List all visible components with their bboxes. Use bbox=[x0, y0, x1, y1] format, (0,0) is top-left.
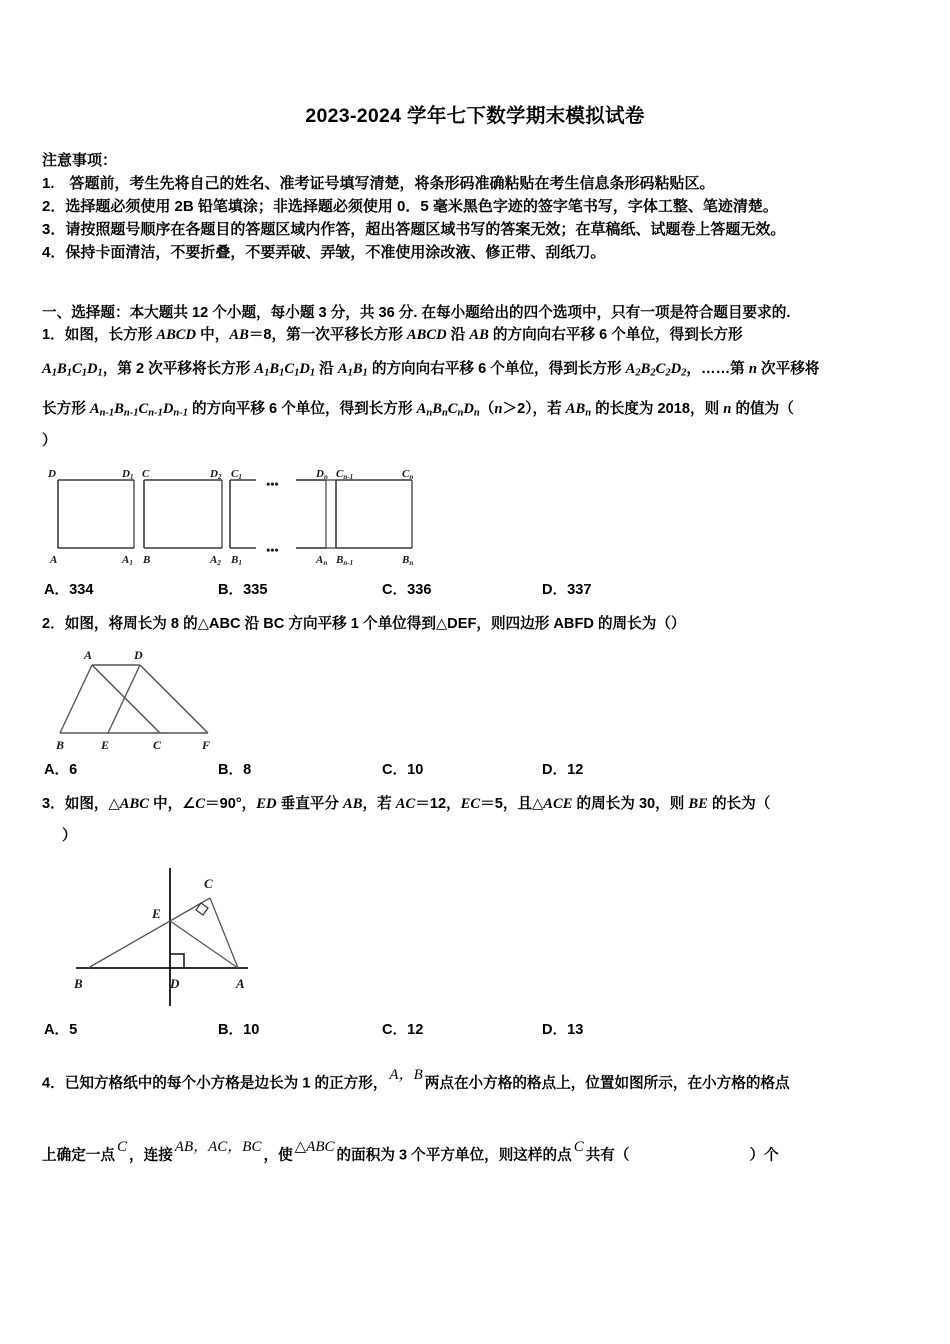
q1-l2-C1: C bbox=[71, 361, 82, 377]
q4-l1-ab: A，B bbox=[389, 1067, 423, 1083]
figure-question-1 bbox=[44, 462, 444, 570]
q4-l1-t0: 已知方格纸中的每个小方格是边长为 1 的正方形， bbox=[64, 1075, 388, 1092]
question-1-line-2 bbox=[42, 358, 819, 384]
q1-l2-A2B2C2D2: $A_2B_2C_2D_2$ bbox=[625, 361, 687, 379]
q4-l2-t2: ，使 bbox=[263, 1147, 293, 1164]
svg-text:D2: D2 bbox=[210, 468, 222, 481]
q1-l3-n: n bbox=[494, 401, 503, 417]
svg-text:A: A bbox=[84, 648, 93, 662]
svg-text:D: D bbox=[48, 468, 56, 480]
q2-option-a[interactable]: A．6 bbox=[44, 762, 78, 778]
q2-option-d[interactable]: D．12 bbox=[542, 762, 584, 778]
q4-l2-t4: 共有（ bbox=[585, 1147, 630, 1164]
notice-block bbox=[42, 150, 908, 264]
q1-l1-abcd: ABCD bbox=[156, 327, 197, 343]
svg-text:C: C bbox=[204, 876, 213, 891]
question-1-line-4: ） bbox=[42, 433, 57, 449]
svg-text:Bn: Bn bbox=[402, 554, 414, 567]
q1-l2-t1: ，第 2 次平移将长方形 bbox=[102, 361, 255, 377]
svg-text:Bn-1: Bn-1 bbox=[336, 554, 354, 567]
q1-l2-D1: D bbox=[86, 361, 98, 377]
notice-item-1: 1. 答题前，考生先将自己的姓名、准考证号填写清楚，将条形码准确粘贴在考生信息条形码粘贴区。 bbox=[42, 175, 715, 192]
q1-l2-t5: 次平移将 bbox=[756, 361, 820, 377]
q1-l3-t4: ，若 bbox=[532, 401, 566, 417]
svg-text:B: B bbox=[143, 554, 151, 566]
q1-l2-B1: B bbox=[56, 361, 67, 377]
svg-text:An: An bbox=[316, 554, 328, 567]
svg-text:B: B bbox=[56, 738, 65, 752]
svg-text:C: C bbox=[142, 468, 150, 480]
question-2-options bbox=[44, 759, 924, 781]
q3-t6: ＝5，且△ bbox=[480, 796, 544, 812]
svg-text:C: C bbox=[153, 738, 162, 752]
q4-l2-t0: 上确定一点 bbox=[42, 1147, 115, 1164]
question-3-line-1 bbox=[42, 793, 770, 815]
q1-l1-a: 如图，长方形 bbox=[64, 327, 157, 343]
q1-l3-t3: ＞2） bbox=[502, 401, 533, 417]
q3-t4: ，若 bbox=[362, 796, 396, 812]
q3-ace: ACE bbox=[543, 796, 573, 812]
question-2-text bbox=[42, 613, 686, 635]
svg-text:Cn-1: Cn-1 bbox=[336, 468, 354, 481]
q3-option-b[interactable]: B．10 bbox=[218, 1022, 260, 1038]
figure-question-2 bbox=[56, 643, 276, 755]
q3-t5: ＝12， bbox=[415, 796, 461, 812]
notice-item-4: 4．保持卡面清洁，不要折叠，不要弄破、弄皱，不准使用涂改液、修正带、刮纸刀。 bbox=[42, 244, 606, 261]
q4-l2-segments: AB，AC，BC bbox=[174, 1139, 262, 1155]
q3-t1: 中，∠ bbox=[148, 796, 196, 812]
q1-l2-D1-sub: 1 bbox=[97, 367, 103, 379]
svg-text:•••: ••• bbox=[266, 543, 279, 557]
q1-l2-B1-sub: 1 bbox=[66, 367, 72, 379]
q1-option-c[interactable]: C．336 bbox=[382, 582, 432, 598]
q3-ac: AC bbox=[395, 796, 416, 812]
q4-l1-t1: 两点在小方格的格点上，位置如图所示，在小方格的格点 bbox=[424, 1075, 790, 1092]
q4-l2-c2: C bbox=[573, 1139, 584, 1155]
q1-l1-ab: AB bbox=[229, 327, 249, 343]
svg-text:D: D bbox=[170, 976, 180, 991]
q1-l2-t4: ，……第 bbox=[686, 361, 749, 377]
q3-t0: 如图，△ bbox=[64, 796, 120, 812]
q1-l3-t5: 的长度为 2018，则 bbox=[591, 401, 724, 417]
figure-question-3 bbox=[70, 858, 300, 1014]
q3-option-c[interactable]: C．12 bbox=[382, 1022, 424, 1038]
q3-option-a[interactable]: A．5 bbox=[44, 1022, 78, 1038]
notice-item-3: 3．请按照题号顺序在各题目的答题区域内作答，超出答题区域书写的答案无效；在草稿纸、试题卷上答题无效。 bbox=[42, 221, 786, 238]
notice-heading: 注意事项： bbox=[42, 152, 118, 169]
q3-ed: ED bbox=[256, 796, 277, 812]
q2-option-c[interactable]: C．10 bbox=[382, 762, 424, 778]
svg-text:D: D bbox=[134, 648, 143, 662]
q3-ec: EC bbox=[460, 796, 481, 812]
page-title: 2023-2024 学年七下数学期末模拟试卷 bbox=[305, 105, 645, 127]
q1-l1-abcd2: ABCD bbox=[406, 327, 447, 343]
question-4-line-1 bbox=[42, 1064, 790, 1094]
q4-l2-t3: 的面积为 3 个平方单位，则这样的点 bbox=[336, 1147, 572, 1164]
q2-body: 如图，将周长为 8 的△ABC 沿 BC 方向平移 1 个单位得到△DEF，则四边形 ABFD 的周长为（） bbox=[64, 616, 686, 632]
q1-l3-t2: （ bbox=[479, 401, 495, 417]
svg-text:A: A bbox=[50, 554, 58, 566]
question-3-line-2: ） bbox=[62, 828, 77, 844]
q1-l2-t3: 的方向向右平移 6 个单位，得到长方形 bbox=[367, 361, 626, 377]
question-4-number: 4． bbox=[42, 1075, 65, 1092]
q1-l3-ABn: AB bbox=[565, 401, 586, 417]
svg-text:E: E bbox=[152, 906, 161, 921]
q3-t7: 的周长为 30，则 bbox=[572, 796, 689, 812]
question-1-line-3 bbox=[42, 398, 794, 424]
q1-l3-t1: 的方向平移 6 个单位，得到长方形 bbox=[187, 401, 417, 417]
svg-text:E: E bbox=[101, 738, 110, 752]
q1-l2-C1-sub: 1 bbox=[81, 367, 87, 379]
q1-l3-ABn-sub: n bbox=[585, 407, 592, 419]
svg-text:C1: C1 bbox=[231, 468, 242, 481]
q3-t3: 垂直平分 bbox=[276, 796, 344, 812]
q4-l2-c: C bbox=[116, 1139, 127, 1155]
q3-be: BE bbox=[688, 796, 708, 812]
q1-l1-c: ＝8，第一次平移长方形 bbox=[248, 327, 407, 343]
svg-text:D1: D1 bbox=[122, 468, 134, 481]
q1-l1-d: 沿 bbox=[446, 327, 470, 343]
q3-t8: 的长为（ bbox=[707, 796, 771, 812]
svg-text:B: B bbox=[74, 976, 83, 991]
svg-text:Cn: Cn bbox=[402, 468, 414, 481]
q3-ab: AB bbox=[343, 796, 363, 812]
q1-l2-t2: 沿 bbox=[315, 361, 338, 377]
q1-l3-AnBnCnDn: $A_nB_nC_nD_n$ bbox=[416, 401, 480, 419]
q1-l1-ab2: AB bbox=[469, 327, 489, 343]
q1-l2-A1-sub: 1 bbox=[51, 367, 57, 379]
q1-l1-b: 中， bbox=[196, 327, 230, 343]
q1-l3-n2: n bbox=[723, 401, 732, 417]
svg-text:A: A bbox=[236, 976, 245, 991]
q3-abc: ABC bbox=[119, 796, 149, 812]
q4-l2-t5: ）个 bbox=[749, 1147, 779, 1164]
section-heading-choice: 一、选择题：本大题共 12 个小题，每小题 3 分，共 36 分. 在每小题给出的四个选项中，只有一项是符合题目要求的. bbox=[42, 305, 791, 321]
q1-l3-t6: 的值为（ bbox=[731, 401, 794, 417]
q1-option-a[interactable]: A．334 bbox=[44, 582, 94, 598]
q1-option-b[interactable]: B．335 bbox=[218, 582, 268, 598]
q3-t2: ＝90°， bbox=[205, 796, 257, 812]
q1-l1-e: 的方向向右平移 6 个单位，得到长方形 bbox=[488, 327, 743, 343]
question-3-number: 3． bbox=[42, 796, 65, 812]
question-1-options bbox=[44, 579, 924, 601]
q4-l2-triangle: △ABC bbox=[294, 1139, 335, 1155]
svg-text:F: F bbox=[202, 738, 211, 752]
q1-l2-A1B1: $A_1B_1$ bbox=[337, 361, 368, 379]
svg-text:•••: ••• bbox=[266, 477, 279, 491]
question-3-options bbox=[44, 1019, 924, 1041]
question-1-line-1 bbox=[42, 324, 743, 346]
question-4-line-2 bbox=[42, 1136, 779, 1166]
q4-l2-t1: ，连接 bbox=[129, 1147, 173, 1164]
q1-l2-A1: A bbox=[42, 361, 52, 377]
svg-text:A1: A1 bbox=[122, 554, 133, 567]
q1-l3-t0: 长方形 bbox=[42, 401, 90, 417]
notice-item-2: 2．选择题必须使用 2B 铅笔填涂；非选择题必须使用 0．5 毫米黑色字迹的签字笔书写，字体工整、笔迹清楚。 bbox=[42, 198, 778, 215]
q2-option-b[interactable]: B．8 bbox=[218, 762, 252, 778]
q3-c: C bbox=[195, 796, 205, 812]
question-1-number: 1． bbox=[42, 327, 65, 343]
q3-option-d[interactable]: D．13 bbox=[542, 1022, 584, 1038]
svg-text:A2: A2 bbox=[210, 554, 221, 567]
svg-text:B1: B1 bbox=[231, 554, 242, 567]
svg-text:Dn: Dn bbox=[316, 468, 328, 481]
q1-l2-A1B1C1D1: $A_1B_1C_1D_1$ bbox=[254, 361, 316, 379]
q1-l3-Anm1: $A_{n-1}B_{n-1}C_{n-1}D_{n-1}$ bbox=[89, 401, 188, 419]
q1-option-d[interactable]: D．337 bbox=[542, 582, 592, 598]
q1-l2-n: n bbox=[748, 361, 757, 377]
question-2-number: 2． bbox=[42, 616, 65, 632]
